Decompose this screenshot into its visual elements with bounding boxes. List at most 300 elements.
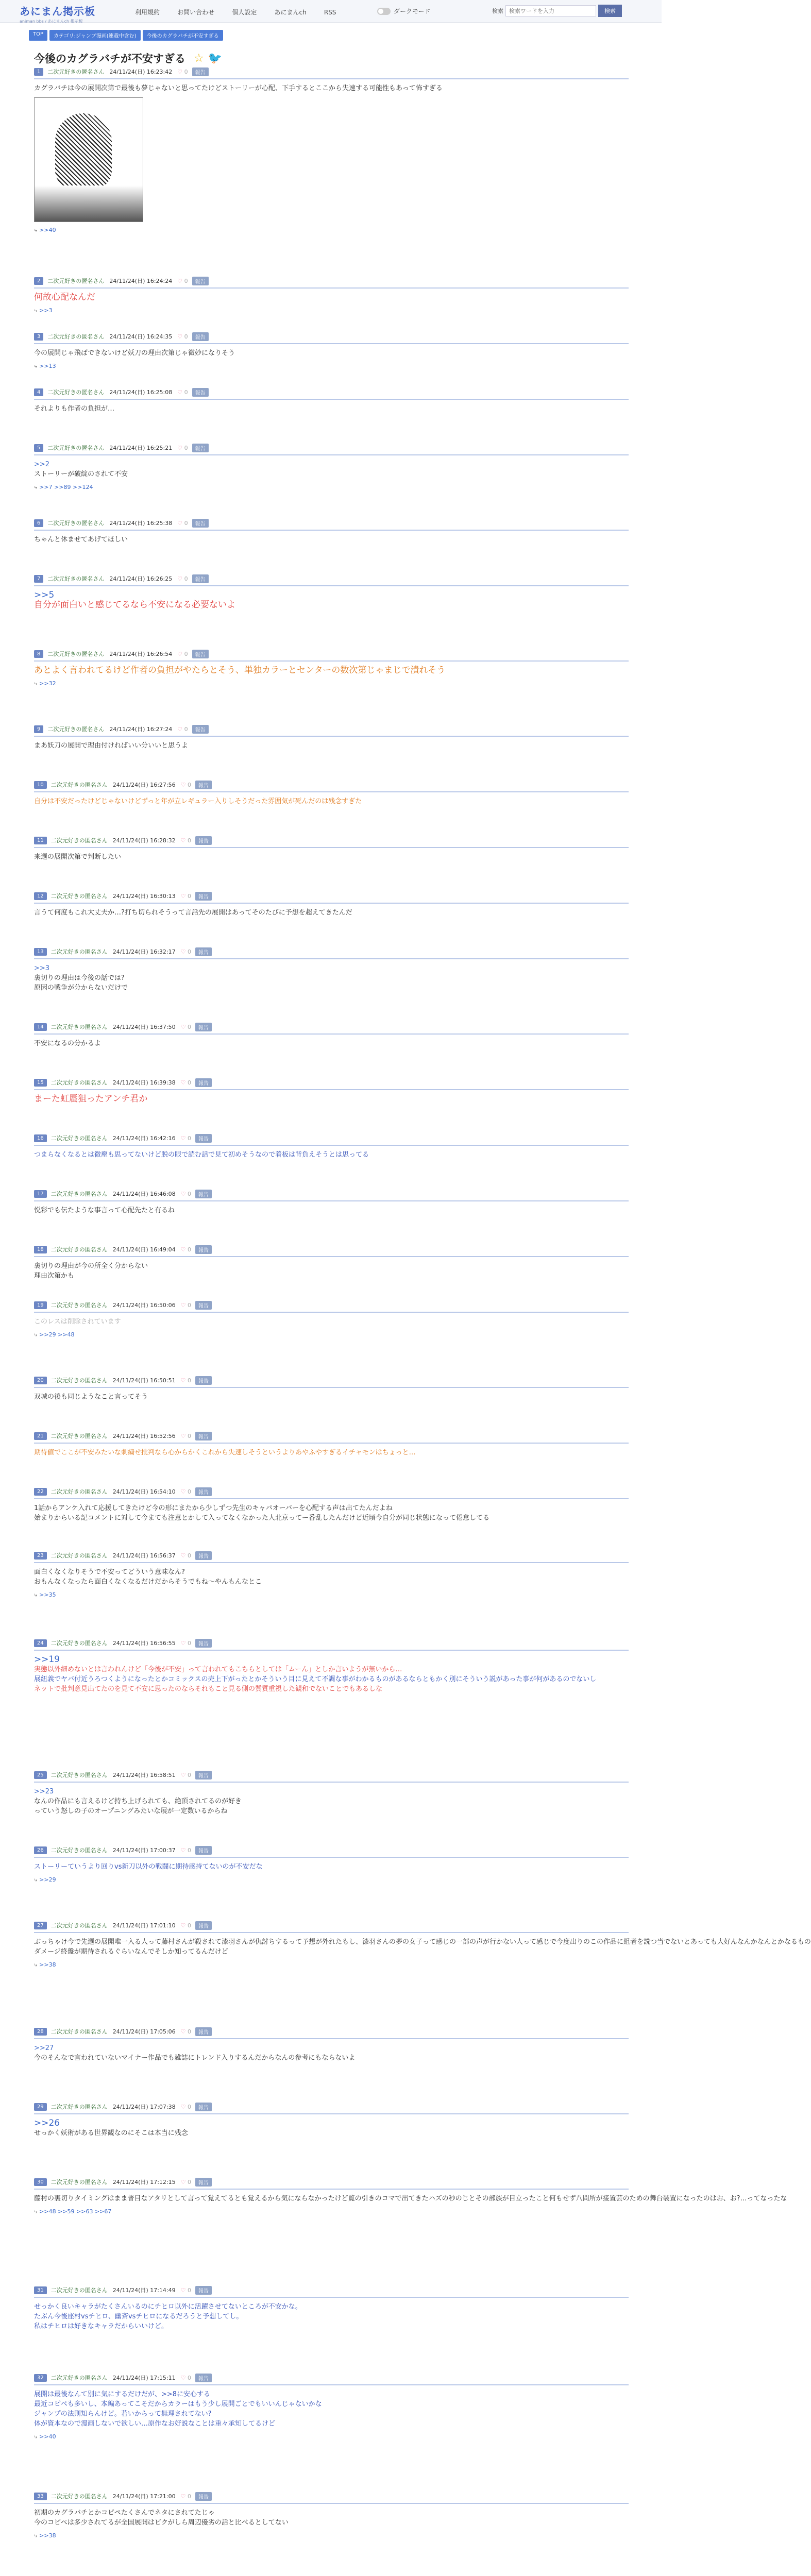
post bbox=[34, 1187, 629, 1215]
post-header bbox=[34, 2283, 629, 2298]
post-body bbox=[34, 1035, 629, 1048]
post-header bbox=[34, 330, 629, 344]
poster-name: 二次元好きの匿名さん bbox=[50, 2493, 108, 2500]
like-button[interactable] bbox=[177, 651, 188, 657]
post-line: ジャンプの法則知らんけど。若いからって無理されてない? bbox=[34, 2410, 212, 2418]
reply-links[interactable] bbox=[34, 2432, 629, 2442]
dark-mode-label: ダークモード bbox=[394, 8, 431, 15]
poster-name: 二次元好きの匿名さん bbox=[50, 2179, 108, 2185]
post-body bbox=[34, 2039, 629, 2063]
post-number[interactable]: 23 bbox=[34, 1552, 47, 1560]
post-date: 24/11/24(日) 17:14:49 bbox=[112, 2287, 176, 2294]
reply-links[interactable] bbox=[34, 2531, 629, 2540]
report-button[interactable]: 報告 bbox=[195, 1134, 212, 1143]
like-button[interactable] bbox=[181, 782, 191, 788]
report-button[interactable]: 報告 bbox=[195, 1023, 212, 1031]
post bbox=[34, 1076, 629, 1104]
post-number[interactable]: 4 bbox=[34, 388, 43, 396]
post bbox=[34, 647, 629, 688]
search-label: 検索 bbox=[492, 8, 503, 14]
heart-icon: ♡ bbox=[180, 2178, 186, 2185]
post-body bbox=[34, 2190, 787, 2216]
like-button[interactable] bbox=[177, 520, 188, 527]
report-button[interactable]: 報告 bbox=[195, 1921, 212, 1930]
heart-icon: ♡ bbox=[180, 1301, 186, 1309]
like-count: 0 bbox=[188, 1023, 191, 1030]
post-number[interactable]: 21 bbox=[34, 1432, 47, 1440]
post-body bbox=[34, 2298, 629, 2331]
post-number[interactable]: 5 bbox=[34, 444, 43, 452]
poster-name: 二次元好きの匿名さん bbox=[47, 651, 105, 657]
post-body bbox=[34, 792, 629, 806]
twitter-icon[interactable]: 🐦 bbox=[208, 52, 223, 65]
like-count: 0 bbox=[188, 1134, 191, 1142]
post bbox=[34, 2100, 629, 2138]
like-count: 0 bbox=[188, 1846, 191, 1854]
report-button[interactable]: 報告 bbox=[195, 1487, 212, 1496]
like-button[interactable] bbox=[181, 1079, 191, 1086]
logo-title: あにまん掲示板 bbox=[20, 5, 95, 18]
reply-anchors[interactable]: >>38 bbox=[39, 2532, 56, 2539]
like-button[interactable] bbox=[181, 2287, 191, 2294]
post-number[interactable]: 2 bbox=[34, 277, 43, 285]
reply-anchors[interactable]: >>29 >>48 bbox=[39, 1331, 75, 1338]
heart-icon: ♡ bbox=[180, 1639, 186, 1647]
post-line[interactable]: >>27 bbox=[34, 2044, 54, 2052]
reply-anchors[interactable]: >>40 bbox=[39, 2433, 56, 2440]
reply-icon: ⤷ bbox=[34, 1331, 38, 1338]
post-line: カグラバチは今の展開次第で最後も夢じゃないと思ってたけどストーリーが心配、下手するとここから失速する可能性もあって怖すぎる bbox=[34, 84, 443, 92]
like-button[interactable] bbox=[181, 1246, 191, 1253]
post-number[interactable]: 1 bbox=[34, 68, 43, 76]
post-line: まーた虹蜃狙ったアンチ君か bbox=[34, 1094, 148, 1104]
heart-icon: ♡ bbox=[180, 1432, 186, 1439]
post-line[interactable]: >>2 bbox=[34, 461, 50, 468]
like-button[interactable] bbox=[181, 2493, 191, 2500]
post-header bbox=[34, 1243, 629, 1257]
poster-name: 二次元好きの匿名さん bbox=[50, 1302, 108, 1309]
like-count: 0 bbox=[184, 575, 188, 582]
post-line[interactable]: >>3 bbox=[34, 964, 50, 972]
reply-icon: ⤷ bbox=[34, 1591, 38, 1598]
like-button[interactable] bbox=[181, 1191, 191, 1197]
post-line: 双城の後も同じようなこと言ってそう bbox=[34, 1393, 148, 1401]
reply-links[interactable] bbox=[34, 1960, 629, 1970]
nav-rss[interactable]: RSS bbox=[324, 9, 336, 16]
breadcrumb-category[interactable]: カテゴリ:ジャンプ漫画(連載中含む) bbox=[49, 30, 141, 41]
report-button[interactable]: 報告 bbox=[195, 836, 212, 845]
like-button[interactable] bbox=[181, 1552, 191, 1559]
post-number[interactable]: 8 bbox=[34, 650, 43, 658]
post bbox=[34, 516, 629, 545]
like-button[interactable] bbox=[181, 1488, 191, 1495]
post-header bbox=[34, 2371, 629, 2385]
post-line: なんの作品にも言えるけど持ち上げられても、絶頂されてるのが好き bbox=[34, 1798, 242, 1805]
nav-settings[interactable]: 個人設定 bbox=[232, 9, 257, 16]
post bbox=[34, 1429, 629, 1458]
reply-icon: ⤷ bbox=[34, 2532, 38, 2539]
breadcrumb-thread[interactable]: 今後のカグラバチが不安すぎる bbox=[143, 30, 223, 41]
post-header bbox=[34, 1429, 629, 1444]
nav-terms[interactable]: 利用規約 bbox=[135, 9, 160, 16]
site-logo[interactable] bbox=[20, 3, 95, 24]
poster-name: 二次元好きの匿名さん bbox=[50, 837, 108, 844]
report-button[interactable]: 報告 bbox=[195, 2103, 212, 2111]
post-number[interactable]: 12 bbox=[34, 892, 47, 900]
report-button[interactable]: 報告 bbox=[192, 725, 209, 734]
header-nav bbox=[135, 8, 351, 16]
like-count: 0 bbox=[184, 68, 188, 75]
post-body bbox=[34, 79, 629, 235]
heart-icon: ♡ bbox=[177, 68, 183, 75]
poster-name: 二次元好きの匿名さん bbox=[50, 1847, 108, 1854]
post-date: 24/11/24(日) 16:32:17 bbox=[112, 948, 176, 955]
post-number[interactable]: 24 bbox=[34, 1639, 47, 1647]
poster-name: 二次元好きの匿名さん bbox=[50, 2104, 108, 2110]
like-button[interactable] bbox=[181, 1024, 191, 1030]
post-number[interactable]: 14 bbox=[34, 1023, 47, 1031]
post-line: 私はチヒロは好きなキャラだからいいけど。 bbox=[34, 2323, 168, 2330]
post bbox=[34, 2025, 629, 2063]
reply-icon: ⤷ bbox=[34, 2208, 38, 2215]
heart-icon: ♡ bbox=[180, 948, 186, 955]
reply-links[interactable] bbox=[34, 225, 629, 235]
reply-icon: ⤷ bbox=[34, 2433, 38, 2440]
report-button[interactable]: 報告 bbox=[192, 444, 209, 452]
report-button[interactable]: 報告 bbox=[195, 1190, 212, 1198]
post-body bbox=[34, 2504, 629, 2540]
like-count: 0 bbox=[188, 837, 191, 844]
like-count: 0 bbox=[188, 1246, 191, 1253]
post-line: つまらなくなるとは微塵も思ってないけど脱の眼で読む話で見て初めそうなので着板は背負えそうとは思ってる bbox=[34, 1151, 369, 1159]
report-button[interactable]: 報告 bbox=[192, 519, 209, 528]
post-date: 24/11/24(日) 16:25:38 bbox=[109, 520, 173, 527]
report-button[interactable]: 報告 bbox=[192, 332, 209, 341]
like-count: 0 bbox=[184, 650, 188, 657]
report-button[interactable]: 報告 bbox=[195, 781, 212, 789]
reply-links[interactable] bbox=[34, 306, 629, 315]
heart-icon: ♡ bbox=[180, 1552, 186, 1559]
like-button[interactable] bbox=[181, 948, 191, 955]
post-line: 自分が面白いと感じてるなら不安になる必要ないよ bbox=[34, 600, 235, 610]
like-count: 0 bbox=[188, 2286, 191, 2294]
reply-icon: ⤷ bbox=[34, 227, 38, 233]
report-button[interactable]: 報告 bbox=[195, 1432, 212, 1440]
like-button[interactable] bbox=[181, 2179, 191, 2185]
post-number[interactable]: 22 bbox=[34, 1488, 47, 1496]
post-header bbox=[34, 1187, 629, 1201]
reply-anchors[interactable]: >>38 bbox=[39, 1961, 56, 1968]
like-button[interactable] bbox=[181, 1135, 191, 1142]
post-number[interactable]: 31 bbox=[34, 2286, 47, 2294]
logo-subtitle: animan bbs / あにまんch 掲示板 bbox=[20, 19, 83, 24]
reply-anchors[interactable]: >>13 bbox=[39, 363, 56, 369]
post-date: 24/11/24(日) 16:25:21 bbox=[109, 445, 173, 451]
like-button[interactable] bbox=[181, 1640, 191, 1647]
post-number[interactable]: 18 bbox=[34, 1246, 47, 1253]
post-line: っていう怒しの子のオープニングみたいな展が一定数いるからね bbox=[34, 1807, 228, 1815]
post-date: 24/11/24(日) 16:26:25 bbox=[109, 575, 173, 582]
post-number[interactable]: 7 bbox=[34, 575, 43, 583]
post-number[interactable]: 13 bbox=[34, 948, 47, 956]
like-button[interactable] bbox=[177, 726, 188, 733]
like-button[interactable] bbox=[181, 1302, 191, 1309]
post-header bbox=[34, 2025, 629, 2039]
post-date: 24/11/24(日) 17:12:15 bbox=[112, 2179, 176, 2185]
post-header bbox=[34, 2175, 629, 2190]
report-button[interactable]: 報告 bbox=[195, 2027, 212, 2036]
poster-name: 二次元好きの匿名さん bbox=[50, 1079, 108, 1086]
post-number[interactable]: 11 bbox=[34, 837, 47, 844]
reply-links[interactable] bbox=[34, 1330, 629, 1340]
reply-links[interactable] bbox=[34, 2207, 629, 2216]
reply-anchors[interactable]: >>29 bbox=[39, 1876, 56, 1883]
poster-name: 二次元好きの匿名さん bbox=[50, 1024, 108, 1030]
reply-links[interactable] bbox=[34, 482, 629, 492]
post-number[interactable]: 9 bbox=[34, 725, 43, 733]
post-number[interactable]: 30 bbox=[34, 2178, 47, 2186]
search-input[interactable] bbox=[505, 5, 596, 16]
post-date: 24/11/24(日) 16:50:06 bbox=[112, 1302, 176, 1309]
like-button[interactable] bbox=[177, 333, 188, 340]
report-button[interactable]: 報告 bbox=[195, 1771, 212, 1780]
reply-links[interactable] bbox=[34, 1875, 629, 1885]
post bbox=[34, 1843, 629, 1885]
star-icon[interactable]: ☆ bbox=[194, 52, 204, 65]
like-button[interactable] bbox=[181, 893, 191, 900]
heart-icon: ♡ bbox=[177, 725, 183, 733]
report-button[interactable]: 報告 bbox=[195, 1078, 212, 1087]
post-line: 実態以外細めないとは言われんけど「今後が不安」って言われてもこちらとしては「ムーん」としか言いようが無いから… bbox=[34, 1666, 402, 1673]
poster-name: 二次元好きの匿名さん bbox=[50, 1135, 108, 1142]
post-line: 裏切りの理由は今後の話では? bbox=[34, 974, 125, 982]
like-count: 0 bbox=[184, 444, 188, 451]
like-count: 0 bbox=[188, 1922, 191, 1929]
post-date: 24/11/24(日) 16:37:50 bbox=[112, 1024, 176, 1030]
report-button[interactable]: 報告 bbox=[195, 2374, 212, 2382]
poster-name: 二次元好きの匿名さん bbox=[47, 69, 105, 75]
like-count: 0 bbox=[188, 1432, 191, 1439]
like-button[interactable] bbox=[177, 69, 188, 75]
post-body bbox=[34, 2114, 629, 2138]
post-line: それよりも作者の負担が… bbox=[34, 405, 115, 413]
post-line: たぶん今後座村vsチヒロ、幽斎vsチヒロになるだろうと予想してし。 bbox=[34, 2313, 243, 2320]
reply-icon: ⤷ bbox=[34, 680, 38, 687]
post-line: ネットで批判意見出てたのを見て不安に思ったのならそれもこと見る側の質質重視した観和でないことでもあるしな bbox=[34, 1685, 383, 1693]
like-button[interactable] bbox=[177, 445, 188, 451]
like-button[interactable] bbox=[181, 837, 191, 844]
heart-icon: ♡ bbox=[180, 1771, 186, 1778]
post-body bbox=[34, 2385, 629, 2442]
post-line[interactable]: >>19 bbox=[34, 1654, 60, 1665]
like-count: 0 bbox=[188, 2493, 191, 2500]
post-line: 不安になるの分かるよ bbox=[34, 1040, 102, 1047]
post-number[interactable]: 25 bbox=[34, 1771, 47, 1779]
post-number[interactable]: 16 bbox=[34, 1134, 47, 1142]
report-button[interactable]: 報告 bbox=[192, 574, 209, 583]
post-line: 原因の戦争が分からないだけで bbox=[34, 984, 128, 992]
dark-mode-toggle[interactable] bbox=[377, 7, 431, 15]
poster-name: 二次元好きの匿名さん bbox=[50, 2375, 108, 2381]
like-button[interactable] bbox=[181, 1433, 191, 1439]
post-line[interactable]: >>23 bbox=[34, 1788, 54, 1795]
post-number[interactable]: 28 bbox=[34, 2028, 47, 2036]
post-number[interactable]: 29 bbox=[34, 2103, 47, 2111]
post bbox=[34, 2175, 787, 2216]
post-header bbox=[34, 385, 629, 400]
post-image[interactable] bbox=[34, 97, 143, 222]
post-line: 藤村の裏切りタイミングはまま普目なアタリとして言って覚えてるとも覚えるから気にならなかったけど覧の引きのコマで出てきたハズの秒のじとその部族が目立ったこと何もせず八問所が接置芸のための舞台装置になったのはお、お?…ってなったな bbox=[34, 2195, 787, 2202]
like-count: 0 bbox=[188, 1377, 191, 1384]
report-button[interactable]: 報告 bbox=[195, 2492, 212, 2501]
heart-icon: ♡ bbox=[180, 837, 186, 844]
post bbox=[34, 2283, 629, 2331]
heart-icon: ♡ bbox=[180, 1922, 186, 1929]
report-button[interactable]: 報告 bbox=[195, 2286, 212, 2295]
post bbox=[34, 1919, 811, 1970]
like-button[interactable] bbox=[181, 1772, 191, 1778]
post-number[interactable]: 32 bbox=[34, 2374, 47, 2382]
nav-contact[interactable]: お問い合わせ bbox=[177, 9, 215, 16]
reply-anchors[interactable]: >>40 bbox=[39, 227, 56, 233]
poster-name: 二次元好きの匿名さん bbox=[50, 782, 108, 788]
post-number[interactable]: 26 bbox=[34, 1846, 47, 1854]
post-body bbox=[34, 1651, 629, 1694]
reply-icon: ⤷ bbox=[34, 1876, 38, 1883]
post-date: 24/11/24(日) 16:49:04 bbox=[112, 1246, 176, 1253]
post-number[interactable]: 20 bbox=[34, 1377, 47, 1384]
post-header bbox=[34, 274, 629, 289]
post bbox=[34, 1549, 629, 1600]
like-count: 0 bbox=[188, 948, 191, 955]
heart-icon: ♡ bbox=[177, 650, 183, 657]
heart-icon: ♡ bbox=[180, 1246, 186, 1253]
report-button[interactable]: 報告 bbox=[195, 1245, 212, 1254]
like-count: 0 bbox=[188, 2103, 191, 2110]
heart-icon: ♡ bbox=[180, 2286, 186, 2294]
poster-name: 二次元好きの匿名さん bbox=[50, 1922, 108, 1929]
reply-anchors[interactable]: >>7 >>89 >>124 bbox=[39, 484, 93, 490]
like-count: 0 bbox=[184, 333, 188, 340]
nav-animanch[interactable]: あにまんch bbox=[274, 9, 307, 16]
poster-name: 二次元好きの匿名さん bbox=[50, 1640, 108, 1647]
post-line: 1話からアンケ入れて応援してきたけど今の形にまたから少しずつ先生のキャパオーバーを心配する声は出てたんだよね bbox=[34, 1504, 393, 1512]
post-body bbox=[34, 1388, 629, 1402]
post-body bbox=[34, 1444, 629, 1458]
reply-anchors[interactable]: >>35 bbox=[39, 1591, 56, 1598]
post-body bbox=[34, 289, 629, 315]
poster-name: 二次元好きの匿名さん bbox=[50, 2028, 108, 2035]
like-button[interactable] bbox=[177, 278, 188, 284]
poster-name: 二次元好きの匿名さん bbox=[47, 575, 105, 582]
post-line[interactable]: >>26 bbox=[34, 2118, 60, 2128]
post-line: 最近コピペも多いし、本編あってこそだからカラーはもう少し展開ごとでもいいんじゃないかな bbox=[34, 2400, 322, 2408]
post-number[interactable]: 17 bbox=[34, 1190, 47, 1198]
report-button[interactable]: 報告 bbox=[195, 947, 212, 956]
post-line: 期待値でここが不安みたいな刺繍せ批判なら心からかくこれから失速しそうというよりあやふやすぎるイチャモンはちょっと… bbox=[34, 1449, 416, 1456]
report-button[interactable]: 報告 bbox=[192, 388, 209, 397]
reply-icon: ⤷ bbox=[34, 1961, 38, 1968]
post-date: 24/11/24(日) 16:28:32 bbox=[112, 837, 176, 844]
post bbox=[34, 274, 629, 315]
report-button[interactable]: 報告 bbox=[195, 1301, 212, 1310]
search-button[interactable]: 検索 bbox=[598, 5, 622, 17]
like-button[interactable] bbox=[181, 1922, 191, 1929]
report-button[interactable]: 報告 bbox=[195, 1376, 212, 1385]
like-count: 0 bbox=[188, 1771, 191, 1778]
post-line: 何故心配なんだ bbox=[34, 292, 95, 302]
post-line: 体が資本なので漫画しないで欲しい…原作なお好説なことは重々承知してるけど bbox=[34, 2420, 276, 2428]
report-button[interactable]: 報告 bbox=[195, 2178, 212, 2187]
breadcrumb-top[interactable]: TOP bbox=[29, 30, 47, 41]
report-button[interactable]: 報告 bbox=[192, 650, 209, 658]
post bbox=[34, 778, 629, 806]
post-date: 24/11/24(日) 16:46:08 bbox=[112, 1191, 176, 1197]
like-button[interactable] bbox=[177, 575, 188, 582]
reply-anchors[interactable]: >>32 bbox=[39, 680, 56, 687]
heart-icon: ♡ bbox=[180, 1023, 186, 1030]
report-button[interactable]: 報告 bbox=[192, 67, 209, 76]
reply-anchors[interactable]: >>3 bbox=[39, 307, 53, 314]
post bbox=[34, 834, 629, 862]
report-button[interactable]: 報告 bbox=[195, 1846, 212, 1855]
post-date: 24/11/24(日) 16:52:56 bbox=[112, 1433, 176, 1439]
post-line: このレスは削除されています bbox=[34, 1318, 121, 1326]
post-line[interactable]: >>5 bbox=[34, 590, 55, 600]
post-date: 24/11/24(日) 16:27:24 bbox=[109, 726, 173, 733]
post-number[interactable]: 6 bbox=[34, 519, 43, 527]
heart-icon: ♡ bbox=[180, 2493, 186, 2500]
post-line: 初期のカグラバチとかコピペたくさんでネタにされてたじゃ bbox=[34, 2509, 215, 2517]
post bbox=[34, 1636, 629, 1694]
reply-links[interactable] bbox=[34, 361, 629, 371]
like-button[interactable] bbox=[181, 2375, 191, 2381]
poster-name: 二次元好きの匿名さん bbox=[50, 1191, 108, 1197]
report-button[interactable]: 報告 bbox=[195, 892, 212, 901]
post-number[interactable]: 3 bbox=[34, 333, 43, 341]
post-line: まあ妖刀の展開で理由付ければいい分いいと思うよ bbox=[34, 742, 189, 750]
like-button[interactable] bbox=[181, 1377, 191, 1384]
like-button[interactable] bbox=[181, 2104, 191, 2110]
report-button[interactable]: 報告 bbox=[195, 1639, 212, 1648]
post-number[interactable]: 33 bbox=[34, 2493, 47, 2500]
like-count: 0 bbox=[184, 519, 188, 527]
like-button[interactable] bbox=[177, 389, 188, 396]
heart-icon: ♡ bbox=[180, 892, 186, 900]
post-body bbox=[34, 1858, 629, 1885]
like-button[interactable] bbox=[181, 2028, 191, 2035]
post-header bbox=[34, 516, 629, 531]
like-count: 0 bbox=[188, 781, 191, 788]
like-button[interactable] bbox=[181, 1847, 191, 1854]
reply-links[interactable] bbox=[34, 679, 629, 688]
reply-links[interactable] bbox=[34, 1590, 629, 1600]
post-date: 24/11/24(日) 16:23:42 bbox=[109, 69, 173, 75]
heart-icon: ♡ bbox=[177, 444, 183, 451]
post-number[interactable]: 15 bbox=[34, 1079, 47, 1087]
reply-anchors[interactable]: >>48 >>59 >>63 >>67 bbox=[39, 2208, 112, 2215]
post bbox=[34, 385, 629, 414]
post-number[interactable]: 19 bbox=[34, 1301, 47, 1309]
post-body bbox=[34, 1499, 629, 1523]
report-button[interactable]: 報告 bbox=[195, 1551, 212, 1560]
post-number[interactable]: 27 bbox=[34, 1922, 47, 1929]
post-body bbox=[34, 1563, 629, 1600]
post bbox=[34, 722, 629, 751]
toggle-switch[interactable] bbox=[377, 8, 391, 15]
post-number[interactable]: 10 bbox=[34, 781, 47, 789]
report-button[interactable]: 報告 bbox=[192, 277, 209, 285]
